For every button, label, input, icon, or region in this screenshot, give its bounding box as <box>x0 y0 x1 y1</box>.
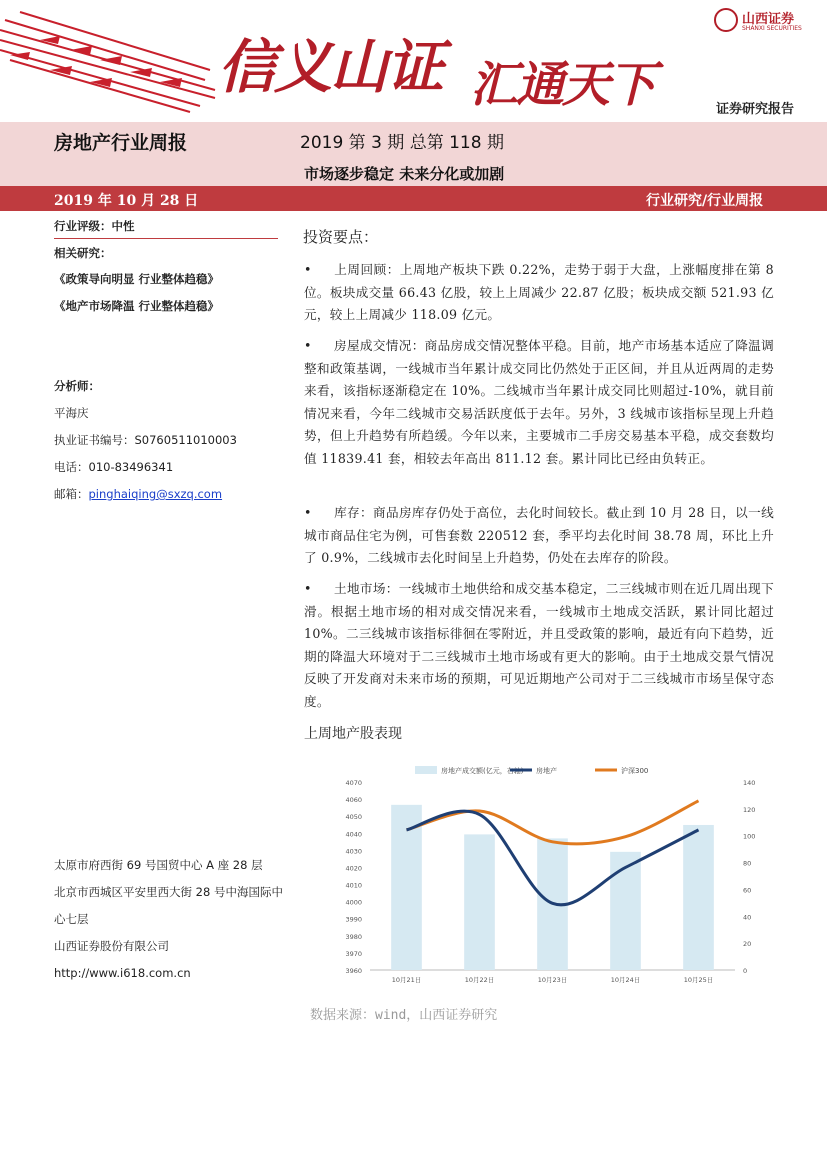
company-name-cn: 山西证券 <box>742 12 795 27</box>
bar <box>464 834 495 970</box>
related-research-title: 相关研究： <box>54 246 112 260</box>
legend-swatch <box>415 766 437 774</box>
email-row <box>54 486 222 502</box>
report-type: 证券研究报告 <box>716 102 795 117</box>
bullet-icon: • <box>304 505 312 520</box>
y-left-tick-label: 3990 <box>345 915 362 924</box>
y-right-tick-label: 140 <box>743 779 756 787</box>
chart-title: 上周地产股表现 <box>304 726 402 742</box>
x-tick-label: 10月22日 <box>464 976 495 984</box>
category-title: 房地产行业周报 <box>54 132 188 154</box>
investment-points-title: 投资要点： <box>303 228 379 246</box>
legend-label: 房地产成交额(亿元，右轴) <box>441 767 524 775</box>
report-date: 2019 年 10 月 28 日 <box>54 193 199 209</box>
x-tick-label: 10月25日 <box>683 976 714 984</box>
y-left-tick-label: 3960 <box>345 967 362 975</box>
bullet-point: • 库存：商品房库存仍处于高位，去化时间较长。截止到 10 月 28 日，以一线城市商品住宅为例，可售套数 220512 套，季平均去化时间 38.78 周，环比上升了 0.9%，二线城市去化时间呈上升趋势，仍处在去库存的阶段。 <box>304 502 774 570</box>
y-right-tick-label: 60 <box>743 886 752 895</box>
y-right-tick-label: 0 <box>743 967 748 975</box>
report-subtitle: 市场逐步稳定 未来分化或加剧 <box>304 165 505 183</box>
bullet-icon: • <box>304 581 312 596</box>
y-left-tick-label: 4020 <box>345 864 362 873</box>
divider <box>54 238 278 239</box>
y-left-tick-label: 4070 <box>345 779 362 787</box>
company-name: 山西证券股份有限公司 <box>54 939 169 953</box>
y-left-tick-label: 4010 <box>345 881 362 890</box>
hs300-line <box>407 801 699 844</box>
slogan-part1: 信义山证 <box>218 33 443 101</box>
y-right-tick-label: 20 <box>743 940 752 949</box>
website-link[interactable]: http://www.i618.com.cn <box>54 966 191 980</box>
bar <box>683 825 714 970</box>
bullet-icon: • <box>304 338 312 353</box>
issue-number: 2019 第 3 期 总第 118 期 <box>300 133 504 153</box>
certificate-number: 执业证书编号：S0760511010003 <box>54 433 237 447</box>
address-line: 北京市西城区平安里西大街 28 号中海国际中心七层 <box>54 885 283 926</box>
email-label: 邮箱： <box>54 487 89 501</box>
bar <box>610 852 641 970</box>
analyst-name: 平海庆 <box>54 406 89 420</box>
company-logo-icon <box>714 8 738 32</box>
data-source: 数据来源：wind，山西证券研究 <box>310 1008 498 1023</box>
y-left-tick-label: 4040 <box>345 830 362 839</box>
phone: 电话：010-83496341 <box>54 460 174 474</box>
bullet-point: • 上周回顾：上周地产板块下跌 0.22%，走势于弱于大盘，上涨幅度排在第 8 位。板块成交量 66.43 亿股，较上上周减少 22.87 亿股；板块成交额 521.93 亿元，较上上周减少 118.09 亿元。 <box>304 259 774 327</box>
legend-label: 房地产 <box>536 767 557 775</box>
y-right-tick-label: 100 <box>743 832 756 841</box>
decorative-stripes <box>0 0 220 122</box>
x-tick-label: 10月21日 <box>391 976 422 984</box>
bullet-icon: • <box>304 262 312 277</box>
company-name-en: SHANXI SECURITIES <box>742 25 802 32</box>
y-left-tick-label: 4050 <box>345 813 362 822</box>
stock-performance-chart <box>305 760 765 990</box>
related-research-link[interactable]: 《政策导向明显 行业整体趋稳》 <box>54 272 220 286</box>
y-right-tick-label: 80 <box>743 859 752 868</box>
related-research-link[interactable]: 《地产市场降温 行业整体趋稳》 <box>54 299 220 313</box>
slogan-part2: 汇通天下 <box>470 57 655 113</box>
y-left-tick-label: 4000 <box>345 898 362 907</box>
y-left-tick-label: 3970 <box>345 949 362 958</box>
y-left-tick-label: 4030 <box>345 847 362 856</box>
email-link[interactable]: pinghaiqing@sxzq.com <box>88 487 223 501</box>
y-left-tick-label: 3980 <box>345 932 362 941</box>
y-left-tick-label: 4060 <box>345 796 362 805</box>
bullet-point: • 房屋成交情况：商品房成交情况整体平稳。目前，地产市场基本适应了降温调整和政策基调，一线城市当年累计成交同比仍然处于正区间，并且从近两周的走势来看，该指标逐渐稳定在 10%。二线城市当年累计成交同比则超过-10%，就目前情况来看，今年二线城市交易活跃度低于去年。另外，3 线城市该指标呈现上升趋势，但上升趋势有所趋缓。今年以来，主要城市二手房交易基本平稳，成交套数均值 11839.41 套，相较去年高出 811.12 套。累计同比已经由负转正。 <box>304 335 774 470</box>
x-tick-label: 10月24日 <box>610 976 641 984</box>
x-tick-label: 10月23日 <box>537 976 568 984</box>
legend-label: 沪深300 <box>621 767 649 775</box>
report-category: 行业研究/行业周报 <box>646 193 764 209</box>
bullet-point: • 土地市场：一线城市土地供给和成交基本稳定，二三线城市则在近几周出现下滑。根据土地市场的相对成交情况来看，一线城市土地成交活跃，累计同比超过 10%。二三线城市该指标徘徊在零附近，并且受政策的影响，最近有向下趋势，近期的降温大环境对于二三线城市土地市场或有更大的影响。由于土地成交景气情况反映了开发商对未来市场的预期，可见近期地产公司对于二三线城市市场呈保守态度。 <box>304 578 774 713</box>
y-right-tick-label: 120 <box>743 805 756 814</box>
address-line: 太原市府西街 69 号国贸中心 A 座 28 层 <box>54 858 263 872</box>
analyst-title: 分析师： <box>54 379 100 393</box>
y-right-tick-label: 40 <box>743 913 752 922</box>
industry-rating: 行业评级：中性 <box>54 219 135 233</box>
